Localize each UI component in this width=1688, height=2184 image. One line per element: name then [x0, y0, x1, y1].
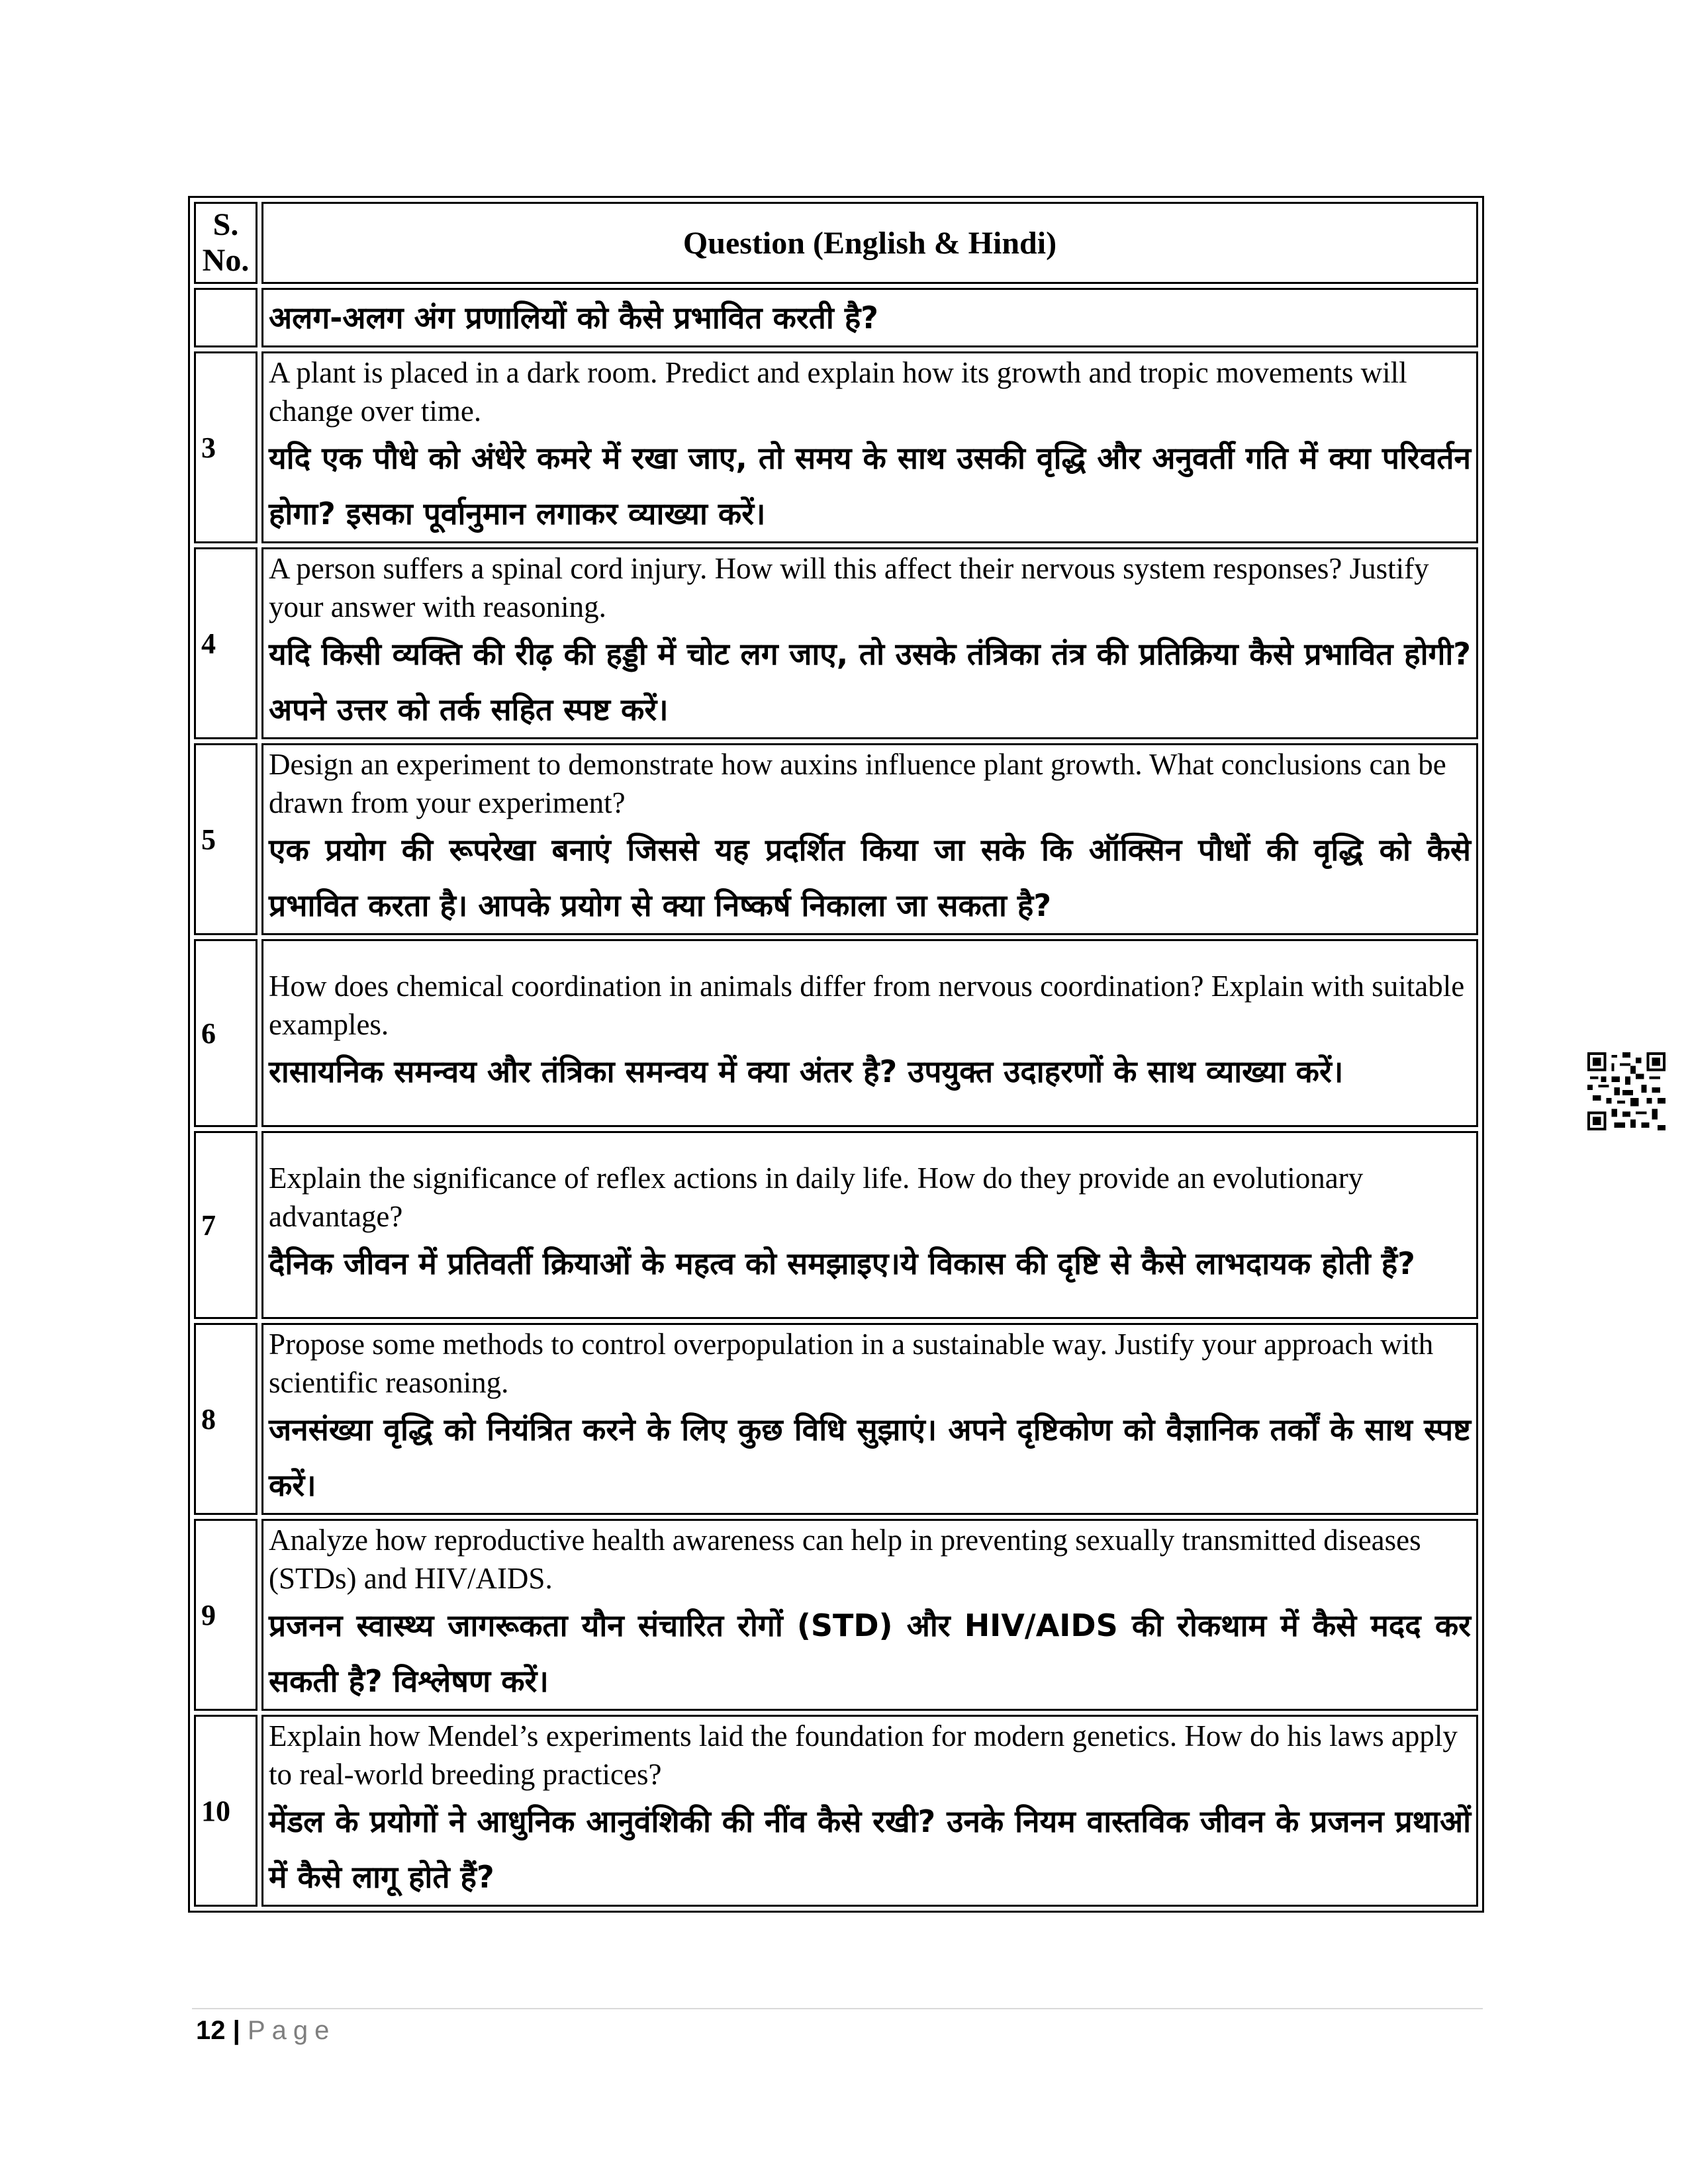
question-number: 8 — [194, 1323, 258, 1515]
question-cell — [261, 1323, 1478, 1515]
question-english: Propose some methods to control overpopulation in a sustainable way. Justify your approach with scientific reasoning. — [269, 1328, 1434, 1399]
question-number: 9 — [194, 1519, 258, 1711]
page-footer — [196, 2016, 336, 2046]
table-body — [194, 288, 1478, 1907]
question-cell — [261, 743, 1478, 935]
question-hindi: दैनिक जीवन में प्रतिवर्ती क्रियाओं के महत्व को समझाइए।ये विकास की दृष्टि से कैसे लाभदायक होती हैं? — [269, 1246, 1415, 1281]
question-number: 5 — [194, 743, 258, 935]
question-row — [194, 1323, 1478, 1515]
question-english: Design an experiment to demonstrate how auxins influence plant growth. What conclusions can be drawn from your experiment? — [269, 748, 1446, 819]
question-cell — [261, 1519, 1478, 1711]
question-row — [194, 1715, 1478, 1907]
sno-header: S. No. — [194, 202, 258, 284]
page-label: Page — [247, 2016, 336, 2045]
question-row — [194, 1131, 1478, 1319]
question-english: Analyze how reproductive health awareness can help in preventing sexually transmitted diseases (STDs) and HIV/AIDS. — [269, 1524, 1421, 1595]
question-hindi: रासायनिक समन्वय और तंत्रिका समन्वय में क्या अंतर है? उपयुक्त उदाहरणों के साथ व्याख्या करें। — [269, 1054, 1344, 1089]
question-hindi: मेंडल के प्रयोगों ने आधुनिक आनुवंशिकी की नींव कैसे रखी? उनके नियम वास्तविक जीवन के प्रजनन प्रथाओं में कैसे लागू होते हैं? — [269, 1803, 1471, 1895]
table-header-row — [194, 202, 1478, 284]
continuation-sno-cell — [194, 288, 258, 347]
question-row — [194, 351, 1478, 543]
question-cell — [261, 1131, 1478, 1319]
continuation-hindi-text: अलग-अलग अंग प्रणालियों को कैसे प्रभावित करती है? — [261, 288, 1478, 347]
question-row — [194, 939, 1478, 1127]
question-cell — [261, 351, 1478, 543]
question-hindi: एक प्रयोग की रूपरेखा बनाएं जिससे यह प्रदर्शित किया जा सके कि ऑक्सिन पौधों की वृद्धि को कैसे प्रभावित करता है। आपके प्रयोग से क्या निष्कर्ष निकाला जा सकता है? — [269, 832, 1471, 923]
question-cell — [261, 939, 1478, 1127]
question-row — [194, 1519, 1478, 1711]
question-english: Explain how Mendel’s experiments laid the foundation for modern genetics. How do his laws apply to real-world breeding practices? — [269, 1719, 1458, 1791]
question-number: 10 — [194, 1715, 258, 1907]
question-number: 6 — [194, 939, 258, 1127]
footer-divider — [192, 2008, 1483, 2009]
question-hindi: यदि किसी व्यक्ति की रीढ़ की हड्डी में चोट लग जाए, तो उसके तंत्रिका तंत्र की प्रतिक्रिया कैसे प्रभावित होगी? अपने उत्तर को तर्क सहित स्पष्ट करें। — [269, 636, 1471, 727]
page-number: 12 — [196, 2016, 226, 2045]
footer-separator: | — [232, 2016, 240, 2045]
question-english: A person suffers a spinal cord injury. How will this affect their nervous system responses? Justify your answer with reasoning. — [269, 552, 1429, 623]
question-header: Question (English & Hindi) — [261, 202, 1478, 284]
question-table — [188, 196, 1484, 1913]
continuation-row — [194, 288, 1478, 347]
question-hindi: यदि एक पौधे को अंधेरे कमरे में रखा जाए, तो समय के साथ उसकी वृद्धि और अनुवर्ती गति में क्या परिवर्तन होगा? इसका पूर्वानुमान लगाकर व्याख्या करें। — [269, 440, 1471, 531]
question-english: A plant is placed in a dark room. Predict and explain how its growth and tropic movements will change over time. — [269, 356, 1407, 428]
question-number: 3 — [194, 351, 258, 543]
qr-code-icon — [1587, 1052, 1665, 1130]
question-row — [194, 547, 1478, 739]
question-number: 7 — [194, 1131, 258, 1319]
question-cell — [261, 1715, 1478, 1907]
question-english: How does chemical coordination in animals differ from nervous coordination? Explain with suitable examples. — [269, 970, 1465, 1041]
question-number: 4 — [194, 547, 258, 739]
question-row — [194, 743, 1478, 935]
question-hindi: जनसंख्या वृद्धि को नियंत्रित करने के लिए कुछ विधि सुझाएं। अपने दृष्टिकोण को वैज्ञानिक तर्कों के साथ स्पष्ट करें। — [269, 1412, 1471, 1503]
question-english: Explain the significance of reflex actions in daily life. How do they provide an evolutionary advantage? — [269, 1161, 1364, 1233]
question-cell — [261, 547, 1478, 739]
question-hindi: प्रजनन स्वास्थ्य जागरूकता यौन संचारित रोगों (STD) और HIV/AIDS की रोकथाम में कैसे मदद कर सकती है? विश्लेषण करें। — [269, 1608, 1471, 1699]
